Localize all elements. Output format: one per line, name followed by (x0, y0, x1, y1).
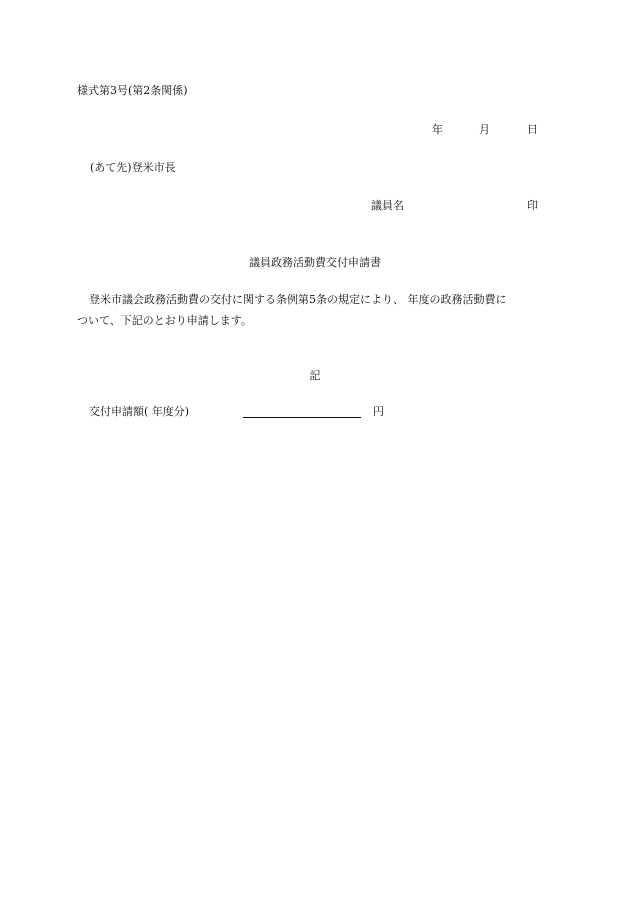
member-name-label: 議員名 (371, 199, 404, 212)
amount-label: 交付申請額( 年度分) (89, 405, 190, 418)
ki-heading: 記 (309, 369, 321, 382)
addressee: (あて先)登米市長 (90, 161, 176, 174)
amount-unit: 円 (373, 405, 384, 418)
body-text-line-2: ついて、下記のとおり申請します。 (77, 314, 252, 327)
date-month-label: 月 (479, 123, 490, 136)
form-number: 様式第3号(第2条関係) (77, 84, 188, 97)
document-title: 議員政務活動費交付申請書 (249, 256, 381, 269)
amount-underline (243, 417, 361, 418)
body-text-line-1: 登米市議会政務活動費の交付に関する条例第5条の規定により、 年度の政務活動費に (89, 293, 507, 306)
date-year-label: 年 (432, 123, 443, 136)
seal-mark: 印 (527, 199, 538, 212)
date-day-label: 日 (527, 123, 538, 136)
